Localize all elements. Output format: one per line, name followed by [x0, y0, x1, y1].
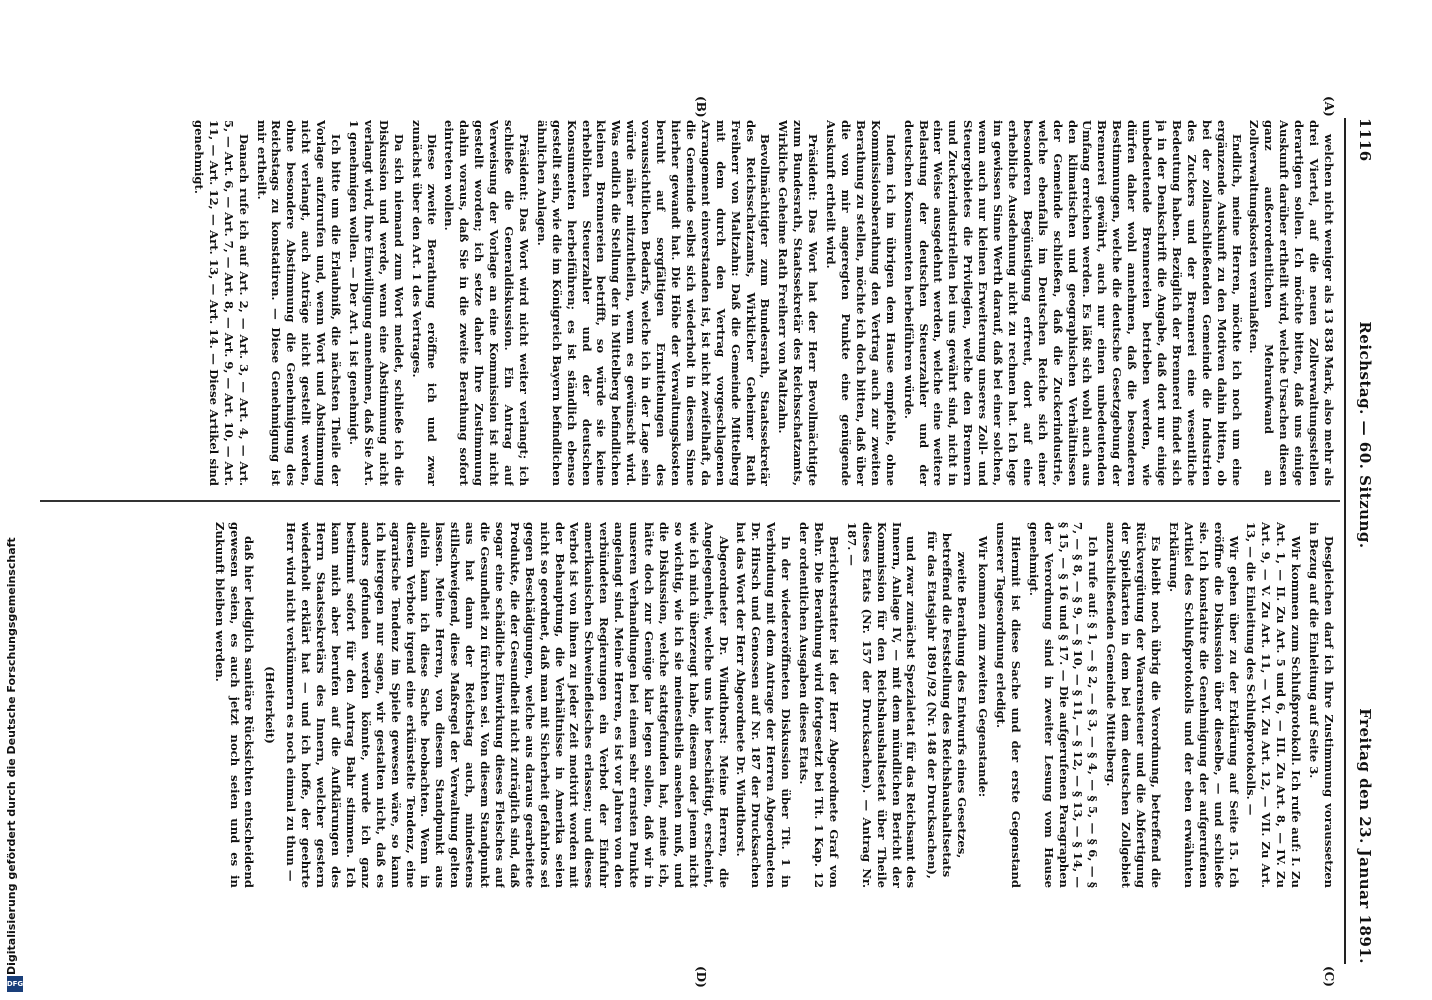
digitization-footer [4, 0, 24, 1000]
paragraph: Abgeordneter Dr. Windthorst: Meine Herren, die Angelegenheit, welche uns hier beschäftigt, erscheint, wie ich mich überzeugt habe, diesem oder jenem nicht so wichtig, wie ich sie meinestheils ansehen muß, und die Diskussion, welche stattgefunden hat, meine ich, hätte doch zur Genüge klar legen sollen, daß wir in unseren Verhandlungen bei einem sehr ernsten Punkte angelangt sind. Meine Herren, es ist vor Jahren von den verbündeten Regierungen ein Verbot der Einfuhr amerikanischen Schweinefleisches erlassen; und dieses Verbot ist von ihnen zu jeder Zeit motivirt worden mit der Behauptung, die Verhältnisse in Amerika seien nicht so geordnet, daß man mit Sicherheit gefahrlos sei gegen Beschädigungen, welche aus daraus gearbeitete Produkte, die der Gesundheit nicht zuträglich sind, daß sogar eine schädliche Einwirkung dieses Fleisches auf die Gesundheit zu fürchten sei. Von diesem Standpunkt aus hat dann der Reichstag auch, mindestens stillschweigend, diese Maßregel der Verwaltung gelten lassen. Meine Herren, von diesem Standpunkt aus allein kann ich diese Sache beobachten. Wenn in diesem Verbote irgend eine erkünstelte Tendenz, eine agrarische Tendenz im Spiele gewesen wäre, so kann ich hiergegen nur sagen, wir gestalten nicht, daß es anders gefunden werden könnte, wurde ich ganz bestimmt sofort für den Antrag Bahr stimmen. Ich kann mich aber berufen auf die Aufklärungen des Herrn Staatssekretärs des Innern, welcher gestern wiederholt erklärt hat — und ich hoffe, der geehrte Herr wird nicht verkümmern es noch einmal zu thun — [284, 522, 731, 888]
header-rule [1344, 118, 1346, 964]
paragraph: welchen nicht weniger als 13 838 Mark, also mehr als drei Viertel, auf die neuen Zollverwaltungsstellen derartigen sollen. Ich möchte bitten, daß uns einige Auskunft darüber ertheilt wird, welche Ursachen diesen ganz außerordentlichen Mehraufwand an Zollverwaltungskosten veranlaßten. [1247, 120, 1336, 486]
margin-marker-b: (B) [694, 96, 708, 118]
paragraph: Da sich niemand zum Wort meldet, schließe ich die Diskussion und werde, wenn eine Abstimmung nicht verlangt wird, Ihre Einwilligung annehmen, daß Sie Art. 1 genehmigen wollen. — Der Art. 1 ist genehmigt. [347, 120, 406, 486]
paragraph: daß hier lediglich sanitäre Rücksichten entscheidend gewesen seien, es auch jetzt noch seien und es in Zukunft bleiben werden. [212, 522, 257, 888]
interjection: (Heiterkeit) [263, 666, 278, 744]
column-divider [40, 500, 1340, 502]
left-column [36, 120, 1336, 486]
paragraph: Diese zweite Berathung eröffne ich und zwar zunächst über den Art. 1 des Vertrages. [409, 120, 439, 486]
paragraph: Es bleibt noch übrig die Verordnung, betreffend die Rückvergütung der Waarensteuer und die Abfertigung der Spielkarten in dem bei dem deutschen Zollgebiet anzuschließenden Gemeinde Mittelberg. [1104, 522, 1164, 888]
paragraph: Wir kommen zum zweiten Gegenstande: [976, 536, 991, 798]
margin-marker-a: (A) [1322, 96, 1336, 117]
agenda-heading: zweite Berathung des Entwurfs eines Gesetzes, betreffend die Feststellung des Reichshaushaltsetats für das Etatsjahr 1891/92 (Nr. 148 der Drucksachen), [925, 531, 970, 879]
margin-marker-c: (C) [1322, 966, 1336, 987]
page-header [1348, 118, 1374, 964]
paragraph: Wir gehen über zu der Erklärung auf Seite 15. Ich eröffne die Diskussion über dieselbe, — und schließe sie. Ich konstatire die Genehmigung der aufgerufenen Artikel des Schlußprotokolls und der eben erwähnten Erklärung. [1166, 522, 1241, 888]
paragraph: Hiermit ist diese Sache und der erste Gegenstand unserer Tagesordnung erledigt. [993, 522, 1023, 888]
margin-marker-d: (D) [694, 966, 708, 988]
paragraph: Indem ich im übrigen dem Hause empfehle, ohne Kommissionsberathung den Vertrag auch zur zweiten Berathung zu stellen, möchte ich doch bitten, daß über die von mir angeregten Punkte eine genügende Auskunft ertheilt wird. [824, 120, 898, 486]
session-date: Freitag den 23. Januar 1891. [1356, 708, 1374, 964]
page-number: 1116 [1356, 118, 1374, 162]
paragraph: Berichterstatter ist der Herr Abgeordnete Graf von Behr. Die Berathung wird fortgesetzt bei Tit. 1 Kap. 12 der ordentlichen Ausgaben dieses Etats. [797, 522, 841, 888]
paragraph: Wir kommen zum Schlußprotokoll. Ich rufe auf: I. Zu Art. 1, — II. Zu Art. 5 und 6, — III. Zu Art. 8, — IV. Zu Art. 9, — V. Zu Art. 11, — VI. Zu Art. 12, — VII. Zu Art. 13, — die Einleitung des Schlußprotokolls. — [1244, 522, 1304, 888]
paragraph: Endlich, meine Herren, möchte ich noch um eine ergänzende Auskunft zu den Motiven dahin bitten, ob bei der zollanschließenden Gemeinde die Industrien des Zuckers und der Brennerei eine wesentliche Bedeutung haben. Bezüglich der Brennerei findet sich ja in der Denkschrift die Angabe, daß dort nur einige unbedeutende Brennereien betrieben werden, wie dürfen daher wohl annehmen, daß die besonderen Bestimmungen, welche die deutsche Gesetzgebung der Brennerei gewährt, auch nur einen unbedeutenden Umfang erreichen werden. Es läßt sich wohl auch aus den klimatischen und geographischen Verhältnissen der Gemeinde schließen, daß die Zuckerindustrie, welche ebenfalls im Deutschen Reiche sich einer besonderen Begünstigung erfreut, dort auf eine erhebliche Ausdehnung nicht zu rechnen hat. Ich lege im gewissen Sinne Werth darauf, daß bei einer solchen, wenn auch nur kleinen Erweiterung unseres Zoll- und Steuergebietes die Privilegien, welche den Brennern und Zuckerindustriellen bei uns gewährt sind, nicht in einer Weise ausgedehnt werden, welche eine weitere Belastung der deutschen Steuerzahler und der deutschen Konsumenten herbeiführen würde. [901, 120, 1244, 486]
paragraph: Präsident: Das Wort hat der Herr Bevollmächtigte zum Bundesrath, Staatssekretär des Reichsschatzamts, Wirkliche Geheime Rath Freiherr von Maltzahn. [776, 120, 821, 486]
paragraph: Ich bitte um die Erlaubniß, die nächsten Theile der Vorlage aufzurufen und, wenn Wort und Abstimmung nicht verlangt, auch Anträge nicht gestellt werden, ohne besondere Abstimmung die Genehmigung des Reichstags zu konstatiren. — Diese Genehmigung ist mir ertheilt. [254, 120, 344, 486]
paragraph: Danach rufe ich auf Art. 2, — Art. 3, — Art. 4, — Art. 5, — Art. 6, — Art. 7, — Art. 8, — Art. 9, — Art. 10, — Art. 11, — Art. 12, — Art. 13, — Art. 14. — Diese Artikel sind genehmigt. [191, 120, 251, 486]
running-title: Reichstag. — 60. Sitzung. [1356, 321, 1374, 549]
paragraph: Desgleichen darf ich Ihre Zustimmung voraussetzen in Bezug auf die Einleitung auf Seite 3. [1307, 522, 1336, 888]
dfg-logo: DFG [7, 976, 23, 992]
paragraph: Ich rufe auf: § 1, — § 2, — § 3, — § 4, — § 5, — § 6, — § 7, — § 8, — § 9, — § 10, — § 11, — § 12, — § 13, — § 14, — § 15, — § 16 und § 17. — Die aufgerufenen Paragraphen der Verordnung sind in zweiter Lesung vom Hause genehmigt. [1026, 522, 1101, 888]
paragraph: In der wiedereröffneten Diskussion über Tit. 1 in Verbindung mit dem Antrage der Herren Abgeordneten Dr. Hirsch und Genossen auf Nr. 187 der Drucksachen hat das Wort der Herr Abgeordnete Dr. Windthorst. [734, 522, 794, 888]
paragraph: und zwar zunächst Spezialetat für das Reichsamt des Innern, Anlage IV, — mit dem mündlichen Bericht der Kommission für den Reichshaushaltsetat über Theile dieses Etats (Nr. 157 der Drucksachen). — Antrag Nr. 187. — [844, 522, 919, 888]
funding-credit: Digitalisierung gefördert durch die Deutsche Forschungsgemeinschaft [5, 537, 18, 975]
paragraph: Bevollmächtigter zum Bundesrath, Staatssekretär des Reichsschatzamts, Wirklicher Geheimer Rath Freiherr von Maltzahn: Daß die Gemeinde Mittelberg mit dem durch den Vertrag vorgeschlagenen Arrangement einverstanden ist, ist nicht zweifelhaft, da die Gemeinde selbst sich wiederholt in diesem Sinne hierher gewandt hat. Die Höhe der Verwaltungskosten beruht auf sorgfältigen Ermittelungen des voraussichtlichen Bedarfs, welche ich in der Lage sein würde näher mitzutheilen, wenn es gewünscht wird. Was endlich die Stellung der in Mittelberg befindlichen kleinen Brennereien betrifft, so würde sie keine erheblichen Steuerzahler und der deutschen Konsumenten herbeiführen; es ist ständlich ebenso gestellt sein, wie die im Königreich Bayern befindlichen ähnlichen Anlagen. [534, 120, 773, 486]
paragraph: Präsident: Das Wort wird nicht weiter verlangt; ich schließe die Generaldiskussion. Ein Antrag auf Verweisung der Vorlage an eine Kommission ist nicht gestellt worden; ich setze daher Ihre Zustimmung dahin voraus, daß Sie in die zweite Berathung sofort eintreten wollen. [442, 120, 531, 486]
right-column [36, 522, 1336, 888]
